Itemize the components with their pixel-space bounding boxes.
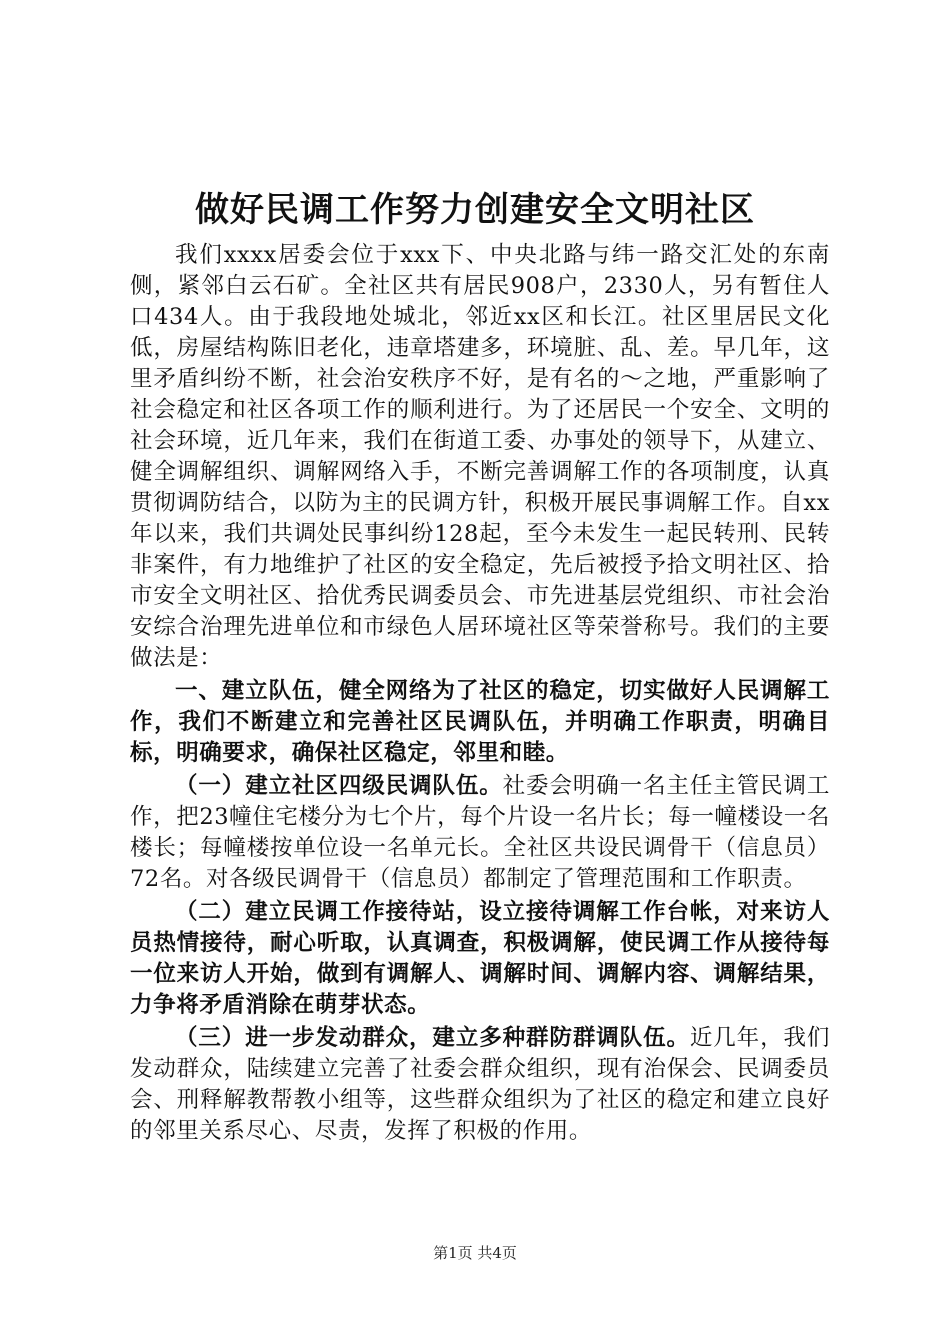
paragraph-subsection-3-text: 近几年，我们发动群众，陆续建立完善了社委会群众组织，现有治保会、民调委员会、刑释解教帮教小组等，这些群众组织为了社区的稳定和建立良好的邻里关系尽心、尽责，发挥了积极的作用。: [130, 1025, 830, 1144]
paragraph-subsection-3: [130, 1023, 830, 1147]
document-body: [130, 240, 830, 1147]
paragraph-subsection-3-bold: （三）进一步发动群众，建立多种群防群调队伍。: [175, 1025, 690, 1051]
paragraph-subsection-1: [130, 771, 830, 895]
paragraph-subsection-2-bold: （二）建立民调工作接待站，设立接待调解工作台帐，对来访人员热情接待，耐心听取，认真调查，积极调解，使民调工作从接待每一位来访人开始，做到有调解人、调解时间、调解内容、调解结果，力争将矛盾消除在萌芽状态。: [130, 899, 830, 1018]
paragraph-section-1-bold: 一、建立队伍，健全网络为了社区的稳定，切实做好人民调解工作，我们不断建立和完善社区民调队伍，并明确工作职责，明确目标，明确要求，确保社区稳定，邻里和睦。: [130, 678, 830, 766]
paragraph-intro-text: 我们xxxx居委会位于xxx下、中央北路与纬一路交汇处的东南侧，紧邻白云石矿。全社区共有居民908户，2330人，另有暂住人口434人。由于我段地处城北，邻近xx区和长江。社区里居民文化低，房屋结构陈旧老化，违章塔建多，环境脏、乱、差。早几年，这里矛盾纠纷不断，社会治安秩序不好，是有名的～之地，严重影响了社会稳定和社区各项工作的顺利进行。为了还居民一个安全、文明的社会环境，近几年来，我们在街道工委、办事处的领导下，从建立、健全调解组织、调解网络入手，不断完善调解工作的各项制度，认真贯彻调防结合，以防为主的民调方针，积极开展民事调解工作。自xx年以来，我们共调处民事纠纷128起，至今未发生一起民转刑、民转非案件，有力地维护了社区的安全稳定，先后被授予拾文明社区、拾市安全文明社区、拾优秀民调委员会、市先进基层党组织、市社会治安综合治理先进单位和市绿色人居环境社区等荣誉称号。我们的主要做法是：: [130, 242, 830, 671]
paragraph-subsection-1-text: 社委会明确一名主任主管民调工作，把23幢住宅楼分为七个片，每个片设一名片长；每一幢楼设一名楼长；每幢楼按单位设一名单元长。全社区共设民调骨干（信息员）72名。对各级民调骨干（信息员）都制定了管理范围和工作职责。: [130, 773, 830, 892]
document-title: 做好民调工作努力创建安全文明社区: [195, 190, 755, 230]
paragraph-subsection-1-bold: （一）建立社区四级民调队伍。: [175, 773, 503, 799]
paragraph-section-1: [130, 676, 830, 769]
paragraph-intro: [130, 240, 830, 674]
paragraph-subsection-2: [130, 897, 830, 1021]
page-number-footer: 第1页 共4页: [433, 1244, 517, 1262]
